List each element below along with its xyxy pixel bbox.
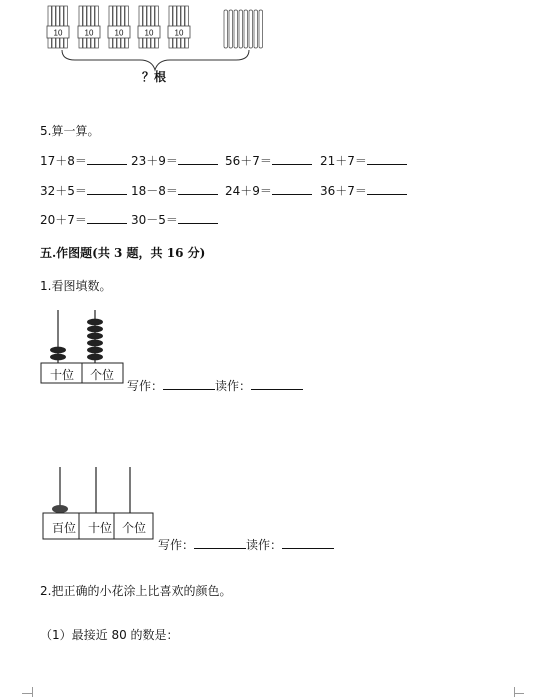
calc-expression: 23＋9＝	[131, 154, 178, 168]
answer-blank[interactable]	[272, 153, 312, 165]
crop-mark	[514, 687, 515, 697]
calc-expression: 30－5＝	[131, 213, 178, 227]
q2-sub1: （1）最接近 80 的数是：	[40, 628, 179, 642]
answer-blank[interactable]	[367, 183, 407, 195]
crop-mark	[22, 693, 32, 694]
abacus-bead	[87, 354, 103, 361]
sticks-drawing	[0, 0, 546, 90]
abacus-bead	[87, 340, 103, 347]
abacus-bead	[50, 354, 66, 361]
loose-stick	[244, 10, 248, 48]
read-label: 读作：	[215, 379, 252, 393]
calc-expression: 32＋5＝	[40, 184, 87, 198]
read-label: 读作：	[246, 538, 283, 552]
loose-stick	[229, 10, 233, 48]
q1-title: 1.看图填数。	[40, 279, 112, 293]
abacus-bead	[87, 326, 103, 333]
loose-stick	[249, 10, 253, 48]
read-blank[interactable]	[251, 378, 303, 390]
calc-expression: 56＋7＝	[225, 154, 272, 168]
answer-blank[interactable]	[87, 212, 127, 224]
loose-stick	[254, 10, 258, 48]
calc-expression: 17＋8＝	[40, 154, 87, 168]
section-heading: 五.作图题(共 3 题，共 16 分)	[40, 246, 206, 260]
stick-bundle	[78, 6, 100, 48]
loose-stick	[239, 10, 243, 48]
calc-expression: 21＋7＝	[320, 154, 367, 168]
abacus-bead	[87, 333, 103, 340]
write-blank[interactable]	[163, 378, 215, 390]
answer-blank[interactable]	[178, 212, 218, 224]
place-label-ones: 个位	[90, 368, 115, 382]
calc-expression: 24＋9＝	[225, 184, 272, 198]
answer-blank[interactable]	[87, 153, 127, 165]
abacus-bead	[52, 505, 68, 513]
loose-stick	[234, 10, 238, 48]
loose-stick	[259, 10, 263, 48]
question-label: ？根	[142, 70, 167, 84]
bundle-label: 10	[174, 28, 184, 38]
place-label-tens: 十位	[50, 368, 75, 382]
place-label-ones: 个位	[122, 521, 147, 535]
bundle-label: 10	[144, 28, 154, 38]
brace	[62, 50, 249, 70]
abacus-bead	[50, 347, 66, 354]
write-label: 写作：	[127, 379, 164, 393]
answer-blank[interactable]	[87, 183, 127, 195]
bundle-label: 10	[53, 28, 63, 38]
write-blank[interactable]	[194, 537, 246, 549]
answer-blank[interactable]	[178, 183, 218, 195]
stick-bundle	[47, 6, 69, 48]
abacus-bead	[87, 347, 103, 354]
q2-title: 2.把正确的小花涂上比喜欢的颜色。	[40, 584, 232, 598]
loose-stick	[224, 10, 228, 48]
crop-mark	[514, 693, 524, 694]
calc-expression: 36＋7＝	[320, 184, 367, 198]
section5-title: 5.算一算。	[40, 124, 100, 138]
place-label-hundreds: 百位	[52, 521, 77, 535]
read-blank[interactable]	[282, 537, 334, 549]
write-label: 写作：	[158, 538, 195, 552]
stick-bundle	[168, 6, 190, 48]
answer-blank[interactable]	[178, 153, 218, 165]
bundle-label: 10	[114, 28, 124, 38]
stick-bundle	[138, 6, 160, 48]
answer-blank[interactable]	[367, 153, 407, 165]
place-label-tens: 十位	[88, 521, 113, 535]
stick-bundle	[108, 6, 130, 48]
abacus-bead	[87, 319, 103, 326]
calc-expression: 18－8＝	[131, 184, 178, 198]
bundle-label: 10	[84, 28, 94, 38]
crop-mark	[32, 687, 33, 697]
calc-expression: 20＋7＝	[40, 213, 87, 227]
answer-blank[interactable]	[272, 183, 312, 195]
